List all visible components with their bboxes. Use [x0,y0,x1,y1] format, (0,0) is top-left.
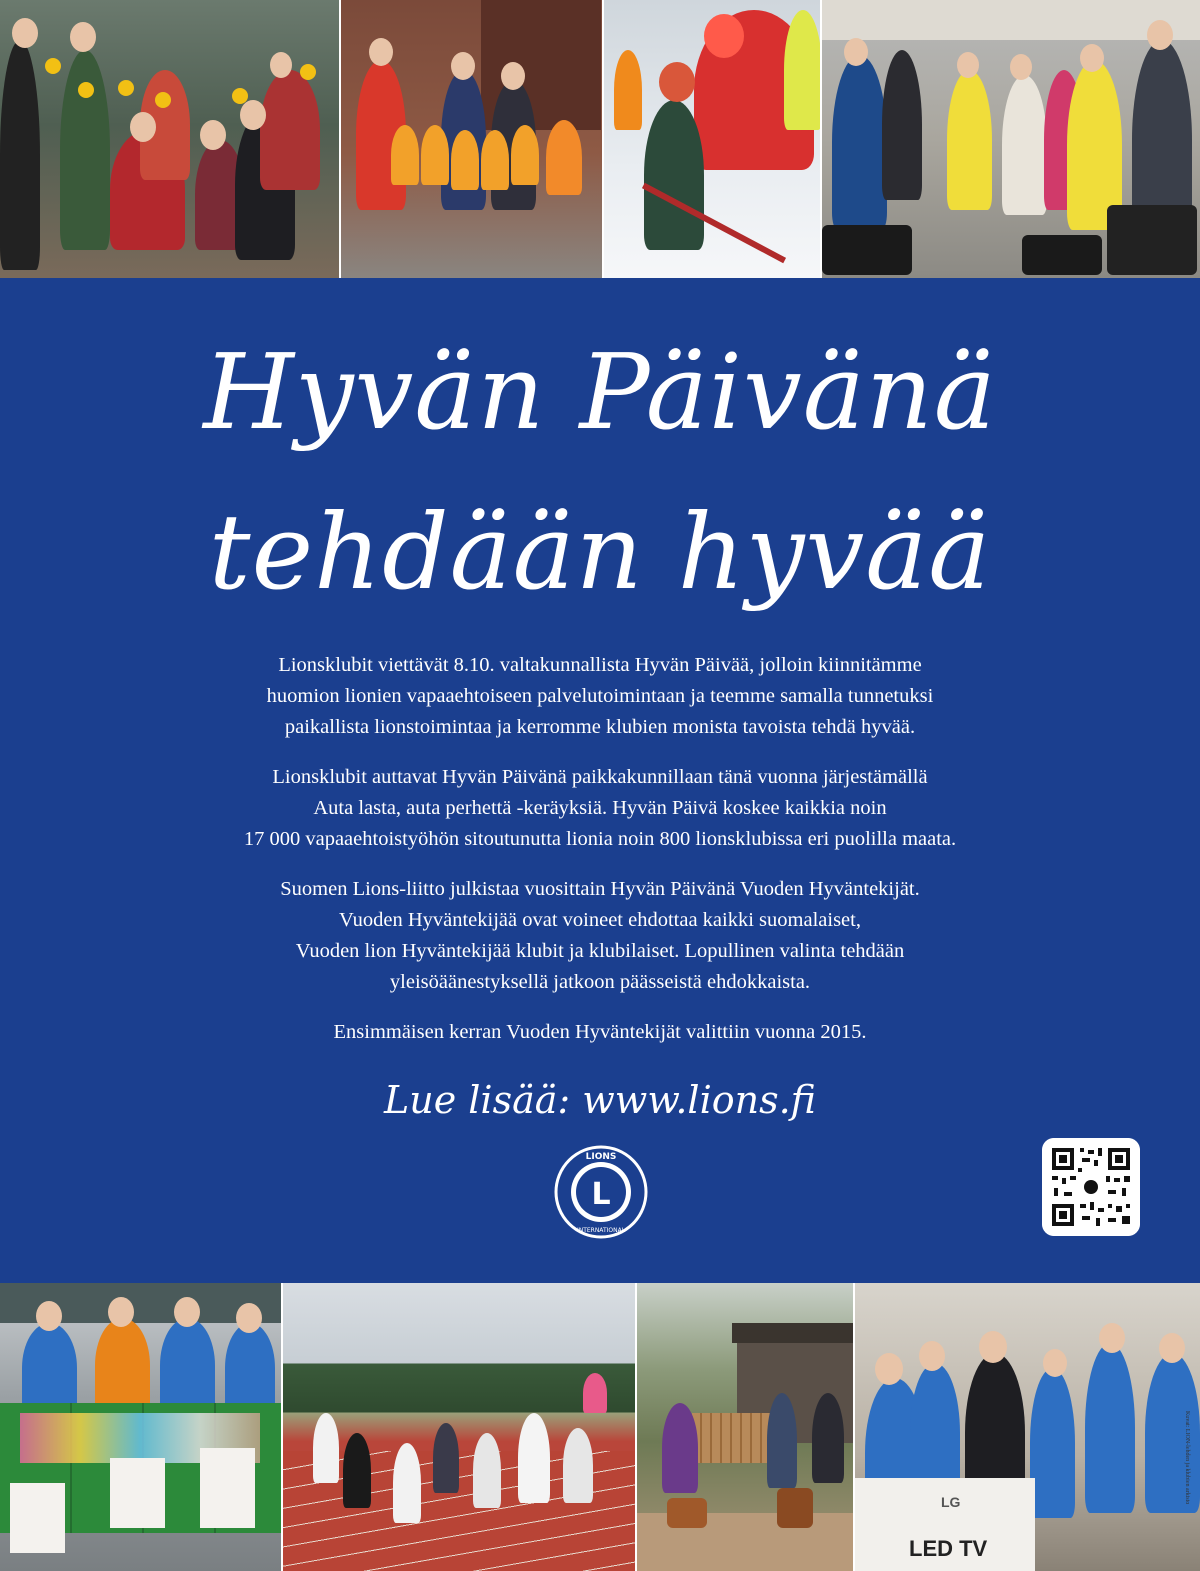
tv-box-label: LED TV [909,1536,988,1561]
body-line: Vuoden lion Hyväntekijää klubit ja klubilaiset. Lopullinen valinta tehdään [295,940,905,962]
headline-line-2: tehdään hyvää [208,491,992,613]
photo-running-track [283,1283,637,1571]
main-panel [0,278,1200,1283]
photo-firewood [637,1283,855,1571]
body-paragraph [120,1017,1080,1048]
body-line: Auta lasta, auta perhettä -keräyksiä. Hyvän Päivä koskee kaikkia noin [313,797,887,819]
photo-led-tv-group [855,1283,1200,1571]
body-paragraph [120,650,1080,743]
body-line: Suomen Lions-liitto julkistaa vuosittain Hyvän Päivänä Vuoden Hyväntekijät. [280,878,920,900]
body-line: huomion lionien vapaaehtoiseen palvelutoimintaan ja teemme samalla tunnetuksi [266,685,934,707]
qr-code[interactable] [1042,1138,1140,1236]
read-more-link[interactable]: Lue lisää: www.lions.fi [383,1078,816,1122]
photo-sand-bags [822,0,1200,278]
body-paragraph [120,874,1080,998]
headline-line-1: Hyvän Päivänä [203,331,997,453]
photo-shopping-carts [0,1283,283,1571]
photo-children-vests [341,0,604,278]
logo-bottom-text: INTERNATIONAL [576,1227,626,1234]
tv-box-brand: LG [941,1494,961,1510]
body-line: Lionsklubit auttavat Hyvän Päivänä paikkakunnillaan tänä vuonna järjestämällä [272,766,928,788]
tv-box [855,1478,1035,1571]
body-text [120,650,1080,1067]
bottom-photo-strip [0,1283,1200,1571]
body-paragraph [120,762,1080,855]
body-line: yleisöäänestyksellä jatkoon päässeistä ehdokkaista. [389,971,811,993]
logo-top-text: LIONS [585,1152,617,1162]
body-line: 17 000 vapaaehtoistyöhön sitoutunutta lionia noin 800 lionsklubissa eri puolilla maata. [243,828,957,850]
photo-skiing-child [604,0,822,278]
body-line: Vuoden Hyväntekijää ovat voineet ehdottaa kaikki suomalaiset, [339,909,861,931]
photo-sunflower-group [0,0,341,278]
body-line: paikallista lionstoimintaa ja kerromme klubien monista tavoista tehdä hyvää. [284,716,916,738]
body-line: Ensimmäisen kerran Vuoden Hyväntekijät valittiin vuonna 2015. [333,1021,867,1043]
top-photo-strip [0,0,1200,278]
logo-letter: L [591,1177,611,1212]
photo-credit: Kuvat: LION-lehden ja klubien arkisto [1184,1411,1190,1505]
lions-international-logo [553,1144,649,1240]
body-line: Lionsklubit viettävät 8.10. valtakunnallista Hyvän Päivää, jolloin kiinnitämme [278,654,922,676]
